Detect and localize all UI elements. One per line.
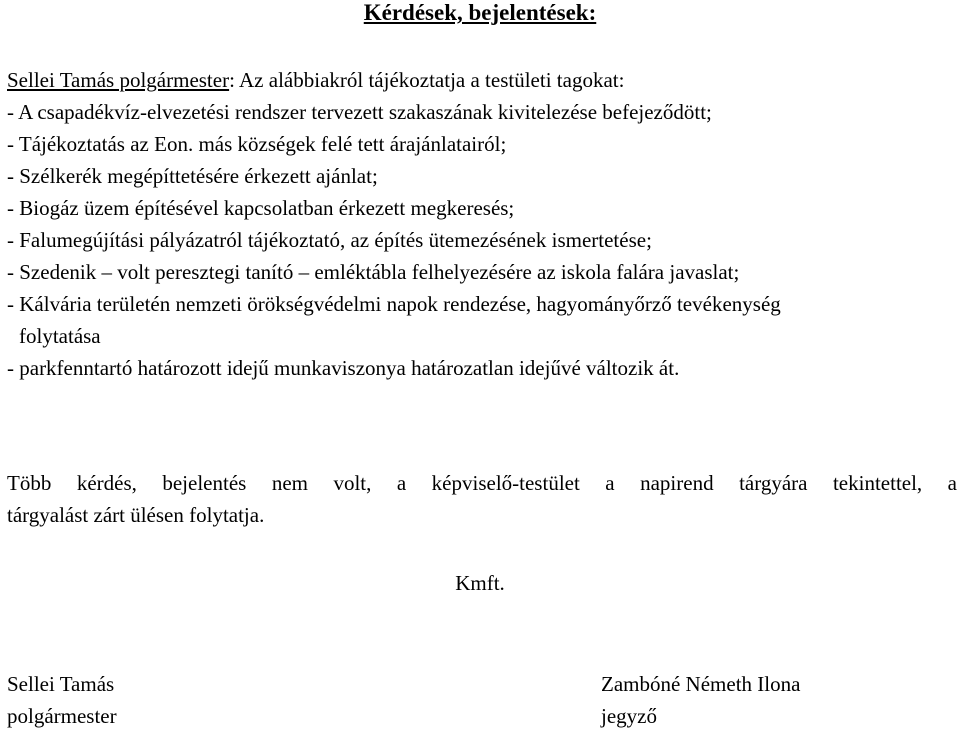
- announcement-item-continuation: folytatása: [19, 324, 101, 348]
- signature-right-title: jegyző: [601, 704, 657, 728]
- announcement-item: - Falumegújítási pályázatról tájékoztató, az építés ütemezésének ismertetése;: [7, 228, 652, 252]
- signature-left-name: Sellei Tamás: [7, 672, 115, 696]
- announcements-section: [7, 64, 957, 384]
- closing-line-1: Több kérdés, bejelentés nem volt, a képviselő-testület a napirend tárgyára tekintettel, a: [7, 471, 957, 495]
- section-heading: Kérdések, bejelentések:: [363, 0, 597, 25]
- announcements-intro-line: [7, 64, 957, 96]
- announcement-item: - Tájékoztatás az Eon. más községek felé tett árajánlatairól;: [7, 132, 507, 156]
- signature-left: [7, 668, 117, 732]
- announcement-item: - Szedenik – volt peresztegi tanító – emléktábla felhelyezésére az iskola falára javaslat;: [7, 260, 740, 284]
- closing-line-2: tárgyalást zárt ülésen folytatja.: [7, 503, 265, 527]
- closing-paragraph: [7, 467, 957, 531]
- announcement-item: - parkfenntartó határozott idejű munkaviszonya határozatlan idejűvé változik át.: [7, 356, 680, 380]
- kmft-mark: Kmft.: [455, 571, 505, 595]
- announcements-intro: : Az alábbiakról tájékoztatja a testületi tagokat:: [229, 68, 625, 92]
- announcement-item: - Kálvária területén nemzeti örökségvédelmi napok rendezése, hagyományőrző tevékenység: [7, 292, 781, 316]
- speaker-name: Sellei Tamás polgármester: [7, 68, 230, 92]
- announcement-item: - Szélkerék megépíttetésére érkezett ajánlat;: [7, 164, 378, 188]
- signature-right-name: Zambóné Németh Ilona: [601, 672, 801, 696]
- signature-left-title: polgármester: [7, 704, 117, 728]
- announcement-item: - Biogáz üzem építésével kapcsolatban érkezett megkeresés;: [7, 196, 515, 220]
- announcement-item: - A csapadékvíz-elvezetési rendszer tervezett szakaszának kivitelezése befejeződött;: [7, 100, 712, 124]
- signature-right: [601, 668, 800, 732]
